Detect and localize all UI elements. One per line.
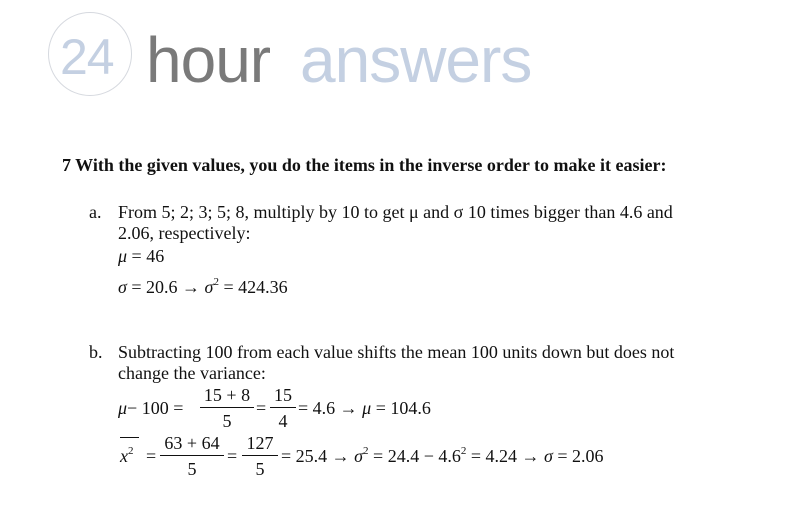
logo-word-hour: hour: [146, 24, 271, 96]
logo-number: 24: [60, 29, 114, 85]
sigma-value: = 20.6 →: [131, 277, 201, 297]
sigma-symbol-2: σ: [544, 446, 553, 466]
exponent: 2: [128, 445, 134, 457]
item-a-mean-equation: [118, 247, 164, 265]
item-a-sigma-equation: [118, 278, 288, 296]
x-symbol: x: [120, 446, 128, 466]
item-a-text: From 5; 2; 3; 5; 8, multiply by 10 to get μ and σ 10 times bigger than 4.6 and 2.06, respectively:: [118, 202, 673, 243]
item-b-text: Subtracting 100 from each value shifts the mean 100 units down but does not change the variance:: [118, 342, 675, 383]
variance-value: = 4.24 →: [470, 446, 540, 466]
item-b-variance-result: [281, 447, 604, 465]
fraction-denominator: 5: [187, 459, 197, 479]
item-b-mean-result: [298, 399, 431, 417]
fraction-63-plus-64-over-5: [160, 434, 224, 478]
mu-symbol-2: μ: [362, 398, 372, 418]
mean-value: = 46: [131, 246, 165, 266]
problem-heading: 7 With the given values, you do the items in the inverse order to make it easier:: [62, 155, 667, 175]
item-b-marker: b.: [89, 342, 103, 362]
x-bar-overline: [120, 437, 139, 438]
sigma-symbol: σ: [354, 446, 364, 466]
fraction-numerator: 15 + 8: [200, 386, 254, 408]
sigma-value: = 2.06: [557, 446, 604, 466]
fraction-denominator: 5: [255, 459, 265, 479]
equals-sign: =: [146, 446, 157, 466]
x-squared-mean: [120, 447, 134, 465]
value-25-4: = 25.4 →: [281, 446, 350, 466]
exponent: 2: [460, 445, 467, 457]
item-a-marker: a.: [89, 202, 102, 222]
fraction-15-plus-8-over-5: [200, 386, 254, 430]
mean-result: = 104.6: [375, 398, 431, 418]
sigma-symbol: σ: [118, 277, 127, 297]
lhs-rest: − 100 =: [127, 398, 184, 418]
fraction-numerator: 15: [270, 386, 296, 408]
intermediate-value: = 4.6 →: [298, 398, 358, 418]
fraction-denominator: 5: [222, 411, 232, 431]
equals-sign: =: [227, 446, 238, 466]
exponent: 2: [213, 276, 219, 288]
fraction-15-over-4: [270, 386, 296, 430]
fraction-denominator: 4: [278, 411, 288, 431]
sigma-symbol-2: σ: [204, 277, 214, 297]
logo-word-answers: answers: [300, 24, 532, 96]
mu-symbol: μ: [118, 398, 128, 418]
fraction-numerator: 127: [242, 434, 278, 456]
item-b-mean-lhs: [118, 399, 183, 417]
variance-value: = 424.36: [223, 277, 288, 297]
equals-sign: =: [256, 398, 267, 418]
mu-symbol: μ: [118, 246, 128, 266]
fraction-numerator: 63 + 64: [160, 434, 224, 456]
variance-expression: = 24.4 − 4.6: [373, 446, 461, 466]
exponent: 2: [363, 445, 369, 457]
fraction-127-over-5: [242, 434, 278, 478]
